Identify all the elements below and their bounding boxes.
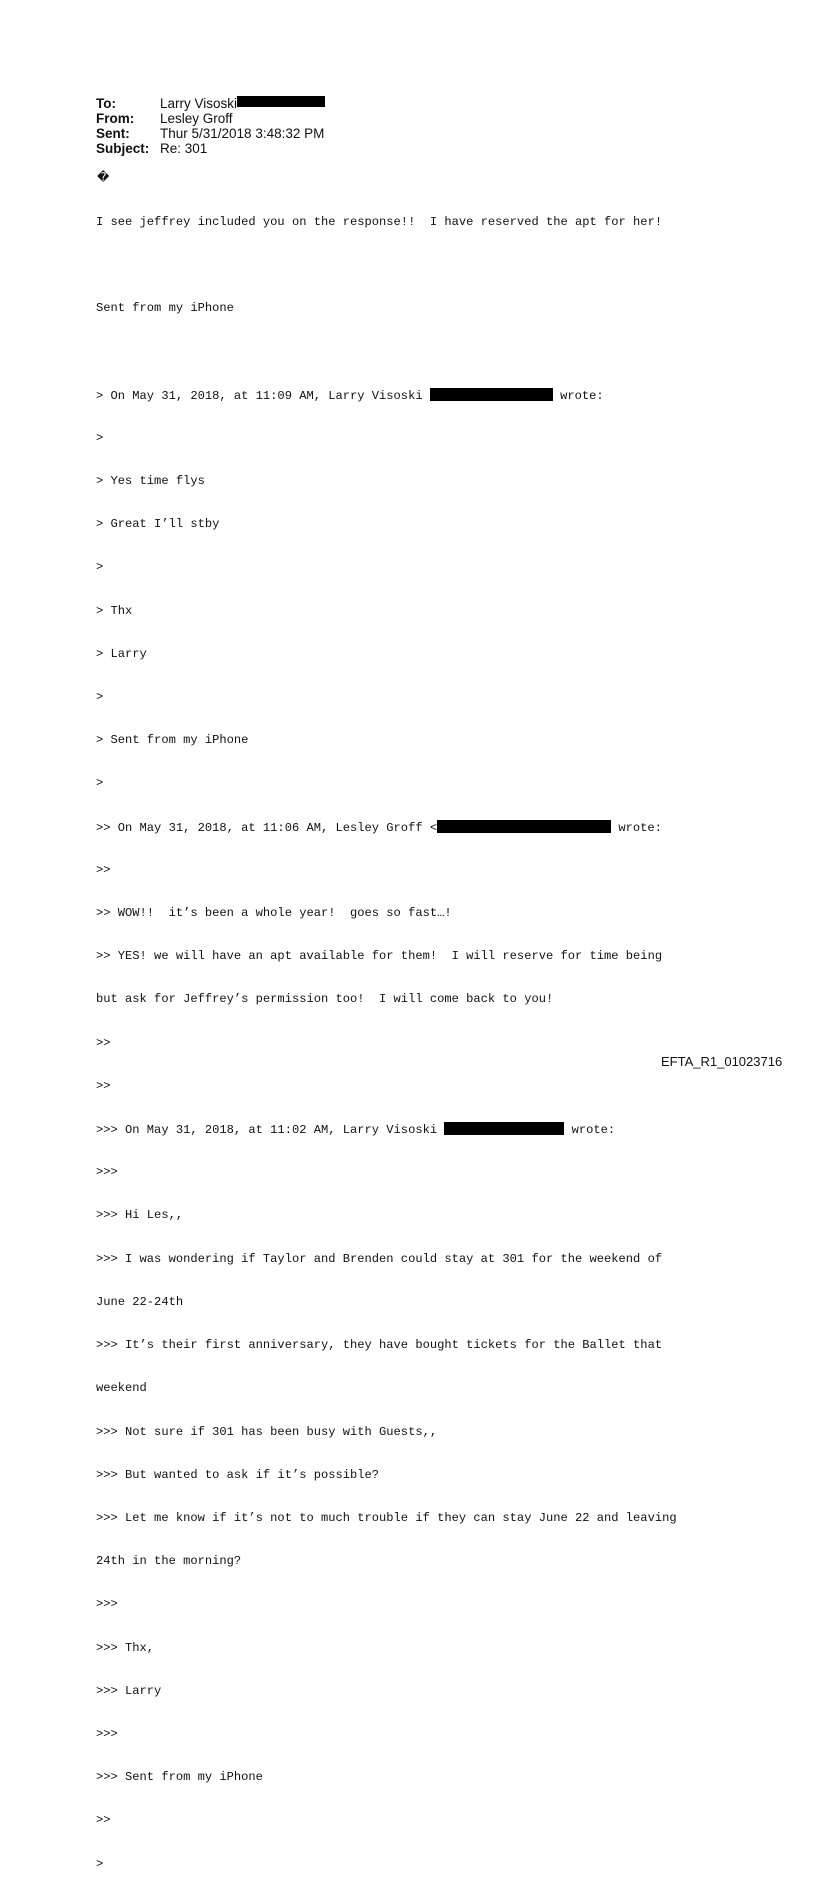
- body-line: > Yes time flys: [96, 474, 205, 489]
- body-line: >>> Hi Les,,: [96, 1208, 184, 1223]
- body-line: >>> Larry: [96, 1683, 162, 1698]
- quoted-header-line: [96, 820, 677, 834]
- from-value: Lesley Groff: [160, 111, 233, 126]
- email-redaction: [437, 820, 611, 833]
- email-redaction: [430, 388, 553, 401]
- document-id: EFTA_R1_01023716: [661, 1054, 783, 1069]
- sent-value: Thur 5/31/2018 3:48:32 PM: [160, 126, 325, 141]
- body-line: >>>: [96, 1597, 118, 1612]
- body-line: >>: [96, 1035, 111, 1050]
- quoted-header-text: >>> On May 31, 2018, at 11:02 AM, Larry Visoski: [96, 1123, 445, 1138]
- replacement-char-glyph: �: [97, 170, 110, 184]
- body-line: > Larry: [96, 646, 147, 661]
- body-line: > Sent from my iPhone: [96, 733, 249, 748]
- body-line: but ask for Jeffrey’s permission too! I will come back to you!: [96, 992, 554, 1007]
- sent-row: [96, 126, 325, 141]
- body-line: >>> Thx,: [96, 1640, 155, 1655]
- from-label: From:: [96, 111, 135, 126]
- body-line: >: [96, 690, 104, 705]
- quoted-header-line: [96, 1122, 677, 1136]
- from-row: [96, 111, 325, 126]
- body-line: >> WOW!! it’s been a whole year! goes so fast…!: [96, 906, 452, 921]
- to-value: Larry Visoski: [160, 96, 238, 111]
- body-line: >>: [96, 862, 111, 877]
- body-line: >>> But wanted to ask if it’s possible?: [96, 1467, 380, 1482]
- body-line: Sent from my iPhone: [96, 301, 234, 316]
- subject-label: Subject:: [96, 141, 150, 156]
- body-line: >>>: [96, 1726, 118, 1741]
- body-line: >> YES! we will have an apt available for them! I will reserve for time being: [96, 949, 663, 964]
- body-line: >>: [96, 1078, 111, 1093]
- quoted-header-line: [96, 388, 677, 402]
- quoted-header-text: > On May 31, 2018, at 11:09 AM, Larry Visoski: [96, 388, 430, 403]
- body-line: >: [96, 776, 104, 791]
- email-header: [96, 96, 325, 156]
- quoted-header-wrote: wrote:: [552, 388, 604, 403]
- body-line: [96, 344, 677, 358]
- quoted-header-wrote: wrote:: [564, 1123, 616, 1138]
- body-line: [96, 258, 677, 272]
- body-line: >>> It’s their first anniversary, they have bought tickets for the Ballet that: [96, 1338, 663, 1353]
- body-line: 24th in the morning?: [96, 1554, 242, 1569]
- subject-value: Re: 301: [160, 141, 208, 156]
- body-line: >>>: [96, 1165, 118, 1180]
- email-body: [96, 186, 677, 1885]
- body-line: >>> Sent from my iPhone: [96, 1770, 263, 1785]
- body-line: >>: [96, 1813, 111, 1828]
- quoted-header-text: >> On May 31, 2018, at 11:06 AM, Lesley Groff <: [96, 820, 438, 835]
- body-line: >>> I was wondering if Taylor and Brenden could stay at 301 for the weekend of: [96, 1251, 663, 1266]
- quoted-header-wrote: wrote:: [611, 820, 662, 835]
- body-line: >: [96, 560, 104, 575]
- body-line: >>> Not sure if 301 has been busy with Guests,,: [96, 1424, 438, 1439]
- body-line: >: [96, 1856, 104, 1871]
- body-line: I see jeffrey included you on the response!! I have reserved the apt for her!: [96, 214, 663, 229]
- body-line: June 22-24th: [96, 1294, 184, 1309]
- sent-label: Sent:: [96, 126, 130, 141]
- email-redaction: [444, 1122, 564, 1135]
- body-line: weekend: [96, 1381, 147, 1396]
- to-email-redaction: [237, 96, 325, 107]
- body-line: > Great I’ll stby: [96, 517, 220, 532]
- body-line: > Thx: [96, 603, 133, 618]
- body-line: >: [96, 430, 104, 445]
- to-row: [96, 96, 325, 111]
- to-label: To:: [96, 96, 116, 111]
- subject-row: [96, 141, 325, 156]
- body-line: >>> Let me know if it’s not to much trouble if they can stay June 22 and leaving: [96, 1510, 677, 1525]
